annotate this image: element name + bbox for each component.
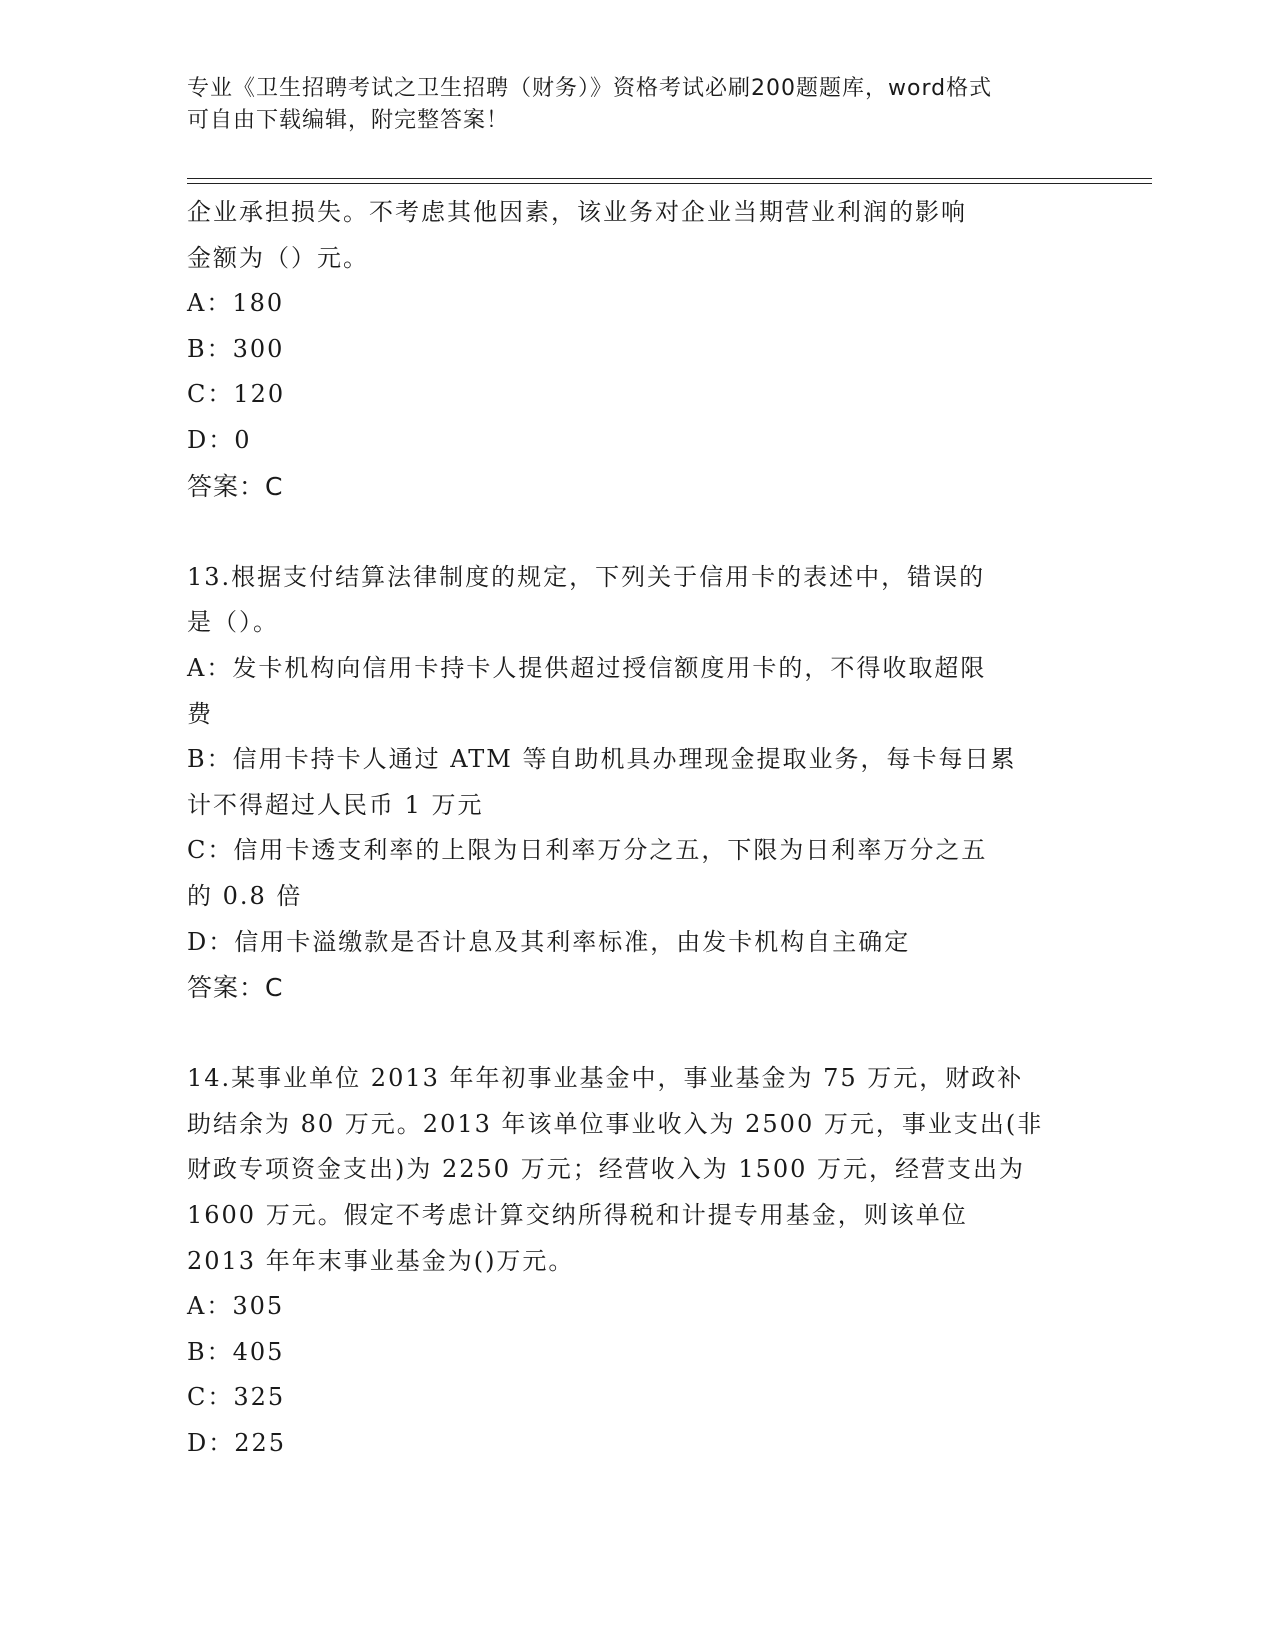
question-stem-line: 金额为（）元。 bbox=[187, 243, 369, 272]
answer-line: 答案：C bbox=[187, 973, 284, 1003]
question-stem-line: 1600 万元。假定不考虑计算交纳所得税和计提专用基金，则该单位 bbox=[187, 1201, 968, 1230]
answer-line: 答案：C bbox=[187, 471, 284, 501]
header-divider-top bbox=[187, 178, 1152, 179]
question-spacer bbox=[187, 1011, 1087, 1057]
option-c: C：325 bbox=[187, 1383, 286, 1412]
option-c: C：信用卡透支利率的上限为日利率万分之五，下限为日利率万分之五 bbox=[187, 836, 988, 865]
question-stem-line: 是（）。 bbox=[187, 608, 279, 637]
option-b: B：信用卡持卡人通过 ATM 等自助机具办理现金提取业务，每卡每日累 bbox=[187, 745, 1017, 774]
option-c: C：120 bbox=[187, 380, 286, 409]
question-stem-line: 财政专项资金支出)为 2250 万元；经营收入为 1500 万元，经营支出为 bbox=[187, 1155, 1026, 1184]
option-b: B：300 bbox=[187, 334, 285, 363]
header-title-line-1: 专业《卫生招聘考试之卫生招聘（财务）》资格考试必刷200题题库，word格式 bbox=[187, 76, 993, 101]
question-13 bbox=[187, 555, 1087, 1011]
question-spacer bbox=[187, 509, 1087, 555]
header-divider-bottom bbox=[187, 183, 1152, 184]
option-b: B：405 bbox=[187, 1337, 285, 1366]
option-a: A：305 bbox=[187, 1292, 285, 1321]
question-stem-line: 2013 年年末事业基金为()万元。 bbox=[187, 1246, 575, 1275]
option-b-continued: 计不得超过人民币 1 万元 bbox=[187, 790, 484, 819]
option-c-continued: 的 0.8 倍 bbox=[187, 881, 303, 910]
option-a: A：发卡机构向信用卡持卡人提供超过授信额度用卡的，不得收取超限 bbox=[187, 653, 987, 682]
option-d: D：信用卡溢缴款是否计息及其利率标准，由发卡机构自主确定 bbox=[187, 927, 911, 956]
document-header bbox=[187, 73, 1067, 137]
question-12 bbox=[187, 190, 1087, 509]
option-d: D：225 bbox=[187, 1429, 287, 1458]
option-d: D：0 bbox=[187, 425, 252, 454]
header-title-line-2: 可自由下载编辑，附完整答案！ bbox=[187, 108, 510, 133]
option-a: A：180 bbox=[187, 289, 285, 318]
question-content bbox=[187, 190, 1087, 1467]
question-stem-line: 企业承担损失。不考虑其他因素，该业务对企业当期营业利润的影响 bbox=[187, 198, 967, 226]
option-a-continued: 费 bbox=[187, 699, 213, 728]
question-14 bbox=[187, 1056, 1087, 1466]
question-stem-line: 助结余为 80 万元。2013 年该单位事业收入为 2500 万元，事业支出(非 bbox=[187, 1109, 1044, 1138]
question-stem-line: 13.根据支付结算法律制度的规定，下列关于信用卡的表述中，错误的 bbox=[187, 562, 986, 591]
question-stem-line: 14.某事业单位 2013 年年初事业基金中，事业基金为 75 万元，财政补 bbox=[187, 1064, 1024, 1093]
